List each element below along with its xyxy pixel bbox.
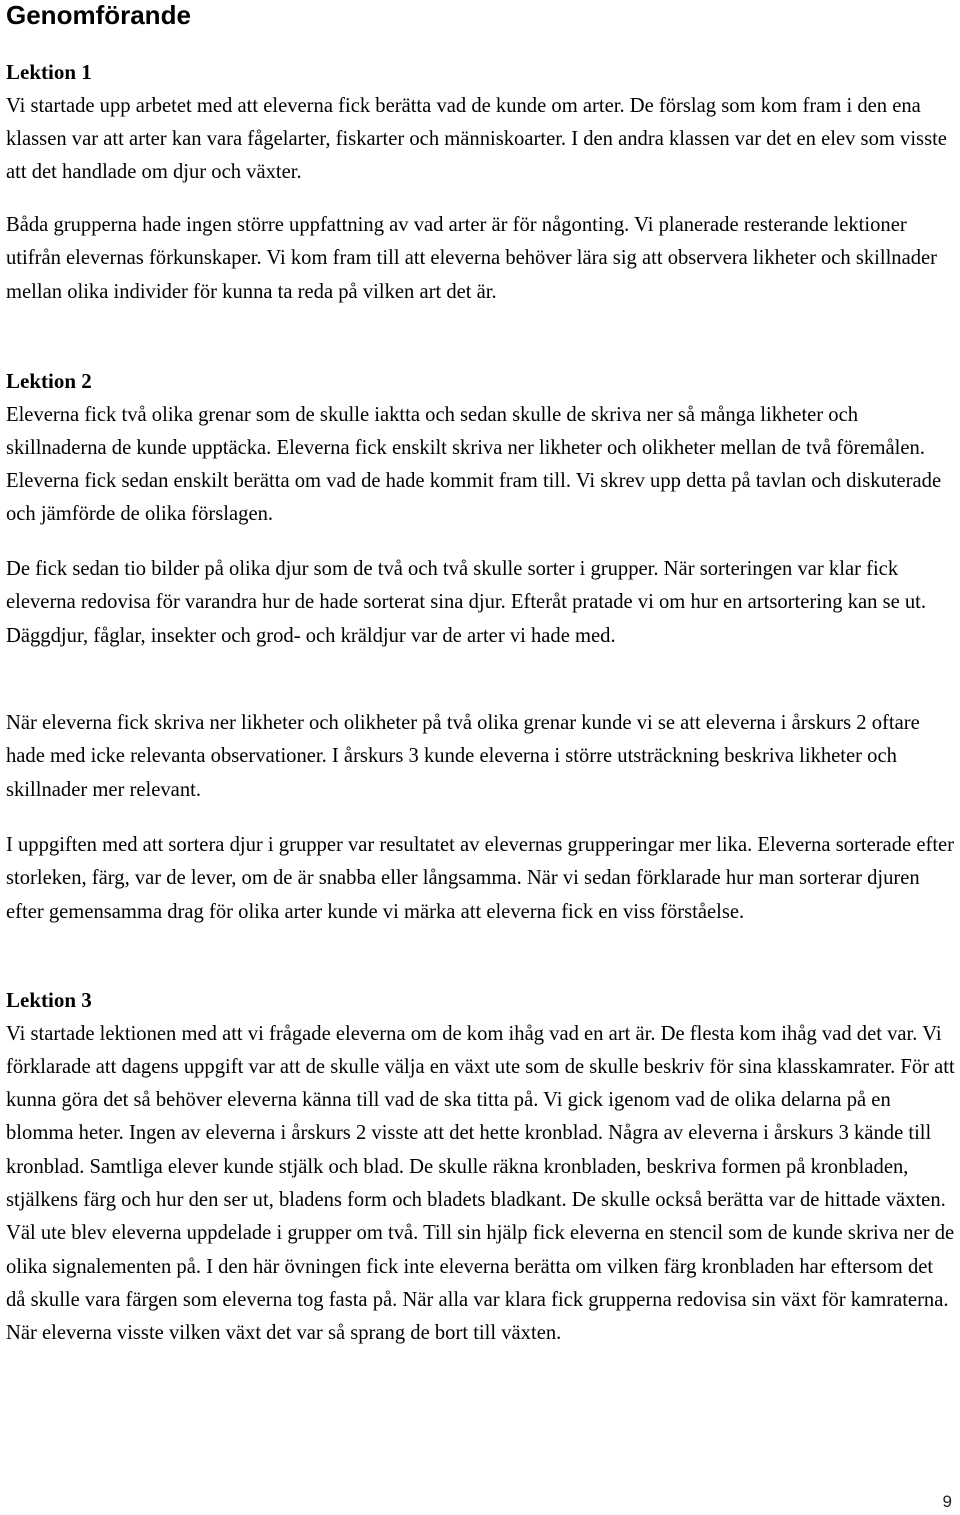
lesson-1-paragraph-2: Båda grupperna hade ingen större uppfattning av vad arter är för någonting. Vi planerade resterande lektioner utifrån elevernas förkunskaper. Vi kom fram till att eleverna behöver lära sig att observera likheter och skillnader mellan olika individer för kunna ta reda på vilken art det är. — [6, 214, 938, 303]
lesson-1-paragraph-1: Vi startade upp arbetet med att eleverna fick berätta vad de kunde om arter. De förslag som kom fram i den ena klassen var att arter kan vara fågelarter, fiskarter och människoarter. I den andra klassen var det en elev som visste att det handlade om djur och växter. — [6, 94, 947, 184]
lesson-3-paragraph-1: Vi startade lektionen med att vi frågade eleverna om de kom ihåg vad en art är. De flesta kom ihåg vad det var. Vi förklarade att dagens uppgift var att de skulle välja en växt ute som de skulle beskriv för sina klasskamrater. För att kunna göra det så behöver eleverna känna till vad de ska titta på. Vi gick igenom vad de olika delarna på en blomma heter. Ingen av eleverna i årskurs 2 visste att det hette kronblad. Några av eleverna i årskurs 3 kände till kronblad. Samtliga elever kunde stjälk och blad. De skulle räkna kronbladen, beskriva formen på kronbladen, stjälkens färg och hur den ser ut, bladens form och bladets bladkant. De skulle också berätta var de hittade växten. Väl ute blev eleverna uppdelade i grupper om två. Till sin hjälp fick eleverna en stencil som de kunde skriva ner de olika signalementen på. I den här övningen fick inte eleverna berätta om vilken färg kronbladen har eftersom det då skulle vara färgen som eleverna tog fasta på. När alla var klara fick grupperna redovisa sin växt för kamraterna. När eleverna visste vilken växt det var så sprang de bort till växten. — [6, 1022, 955, 1345]
lesson-2-paragraph-2-block — [6, 553, 956, 653]
page-number: 9 — [942, 1492, 952, 1511]
lesson-2-paragraph-4-block — [6, 829, 956, 929]
lesson-1-section — [6, 56, 956, 189]
lesson-3-section — [6, 984, 956, 1350]
lesson-2-heading: Lektion 2 — [6, 369, 92, 393]
lesson-3-heading: Lektion 3 — [6, 988, 92, 1012]
lesson-2-section — [6, 365, 956, 532]
lesson-2-paragraph-1: Eleverna fick två olika grenar som de skulle iaktta och sedan skulle de skriva ner så många likheter och skillnaderna de kunde upptäcka. Eleverna fick enskilt skriva ner likheter och olikheter mellan de två föremålen. Eleverna fick sedan enskilt berätta om vad de hade kommit fram till. Vi skrev upp detta på tavlan och diskuterade och jämförde de olika förslagen. — [6, 403, 942, 526]
lesson-2-paragraph-3: När eleverna fick skriva ner likheter och olikheter på två olika grenar kunde vi se att eleverna i årskurs 2 oftare hade med icke relevanta observationer. I årskurs 3 kunde eleverna i större utsträckning beskriva likheter och skillnader mer relevant. — [6, 712, 920, 801]
lesson-2-paragraph-3-block — [6, 707, 956, 807]
lesson-1-heading: Lektion 1 — [6, 60, 92, 84]
page-title: Genomförande — [6, 0, 191, 30]
lesson-1-paragraph-2-block — [6, 209, 956, 309]
lesson-2-paragraph-4: I uppgiften med att sortera djur i grupper var resultatet av elevernas grupperingar mer lika. Eleverna sorterade efter storleken, färg, var de lever, om de är snabba eller långsamma. När vi sedan förklarade hur man sorterar djuren efter gemensamma drag för olika arter kunde vi märka att eleverna fick en viss förståelse. — [6, 834, 955, 923]
lesson-2-paragraph-2: De fick sedan tio bilder på olika djur som de två och två skulle sorter i grupper. När sorteringen var klar fick eleverna redovisa för varandra hur de hade sorterat sina djur. Efteråt pratade vi om hur en artsortering kan se ut. Däggdjur, fåglar, insekter och grod- och kräldjur var de arter vi hade med. — [6, 558, 927, 647]
